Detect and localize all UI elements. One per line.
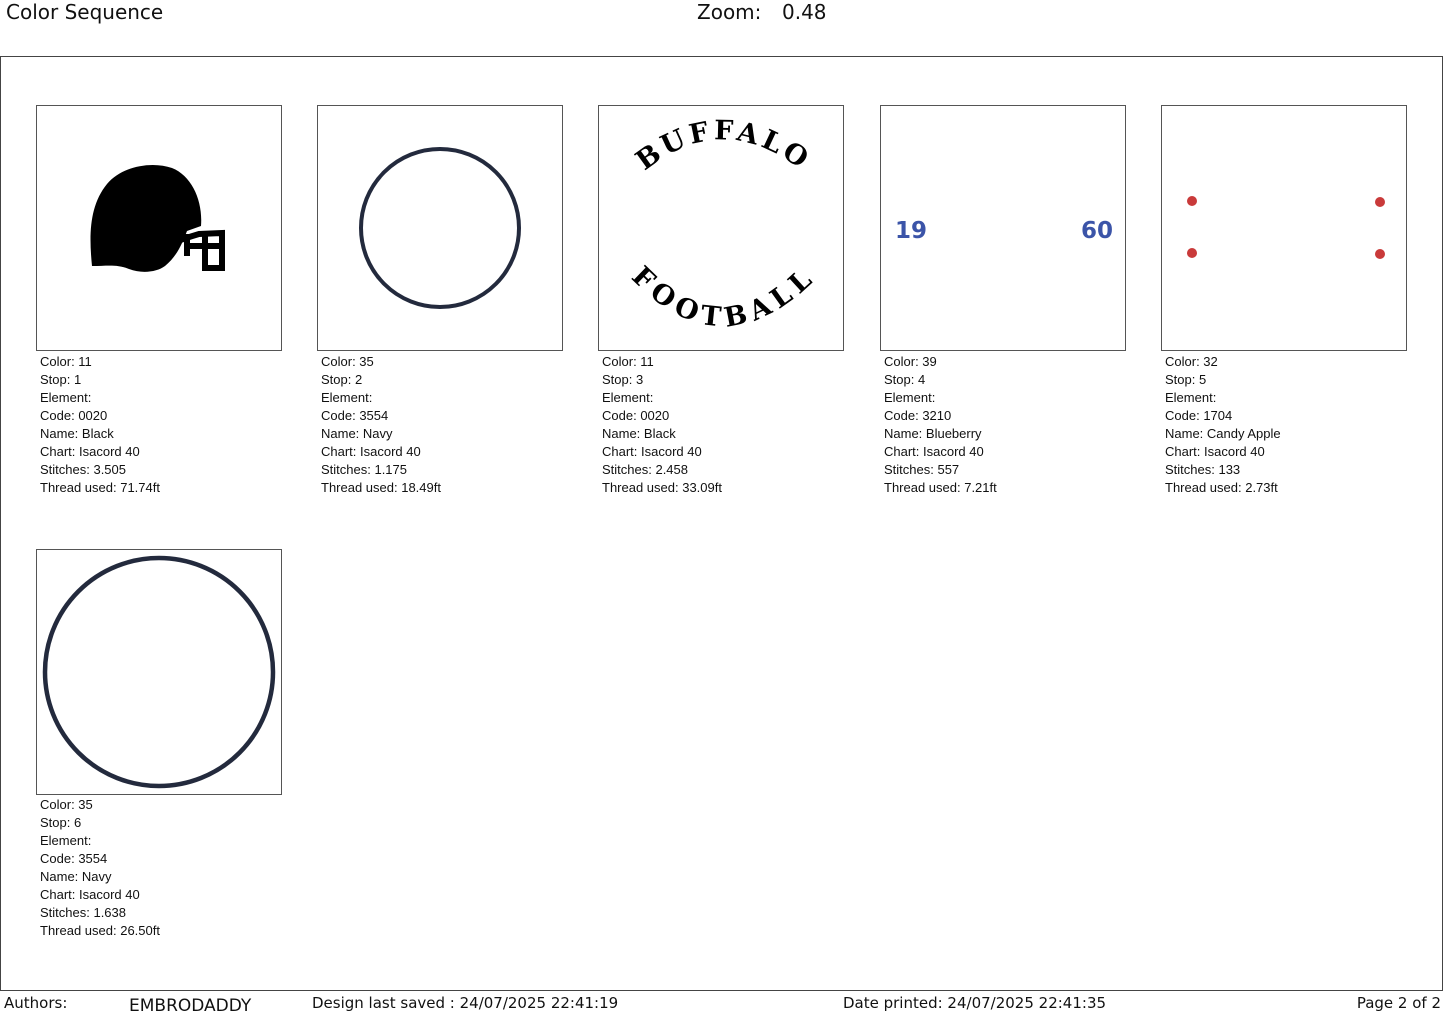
helmet-icon <box>37 106 281 350</box>
stop-1-preview <box>36 105 282 351</box>
arched-bottom-text: FOOTBALL <box>625 260 823 334</box>
arched-top-text: BUFFALO <box>630 115 817 177</box>
stop-6-preview <box>36 549 282 795</box>
stop-4-preview <box>880 105 1126 351</box>
page-title: Color Sequence <box>6 0 164 24</box>
svg-text:BUFFALO <box>630 115 817 176</box>
large-circle-outline <box>37 550 281 794</box>
zoom-label: Zoom: <box>697 0 762 24</box>
authors-label: Authors: <box>4 994 68 1012</box>
svg-text:FOOTBALL <box>626 260 823 334</box>
stop-3-preview <box>598 105 844 351</box>
stop-2-preview <box>317 105 563 351</box>
page-number: Page 2 of 2 <box>1356 994 1441 1012</box>
number-right: 60 <box>1080 218 1113 244</box>
date-printed: Date printed: 24/07/2025 22:41:35 <box>843 994 1107 1012</box>
dots-preview <box>1162 106 1406 350</box>
stop-2-info: Color: 35 Stop: 2 Element: Code: 3554 Name: Navy Chart: Isacord 40 Stitches: 1.175 Thread used: 18.49ft <box>321 354 441 495</box>
small-circle-outline <box>318 106 562 350</box>
numbers-preview <box>881 106 1125 350</box>
stop-3-info: Color: 11 Stop: 3 Element: Code: 0020 Name: Black Chart: Isacord 40 Stitches: 2.458 Thread used: 33.09ft <box>602 354 722 495</box>
authors-value: EMBRODADDY <box>129 996 252 1016</box>
zoom-value: 0.48 <box>782 0 827 24</box>
arched-text-preview <box>599 106 843 350</box>
stop-4-info: Color: 39 Stop: 4 Element: Code: 3210 Name: Blueberry Chart: Isacord 40 Stitches: 557 Thread used: 7.21ft <box>884 354 997 495</box>
stop-1-info: Color: 11 Stop: 1 Element: Code: 0020 Name: Black Chart: Isacord 40 Stitches: 3.505 Thread used: 71.74ft <box>40 354 160 495</box>
stop-5-preview <box>1161 105 1407 351</box>
number-left: 19 <box>895 218 928 244</box>
stop-6-info: Color: 35 Stop: 6 Element: Code: 3554 Name: Navy Chart: Isacord 40 Stitches: 1.638 Thread used: 26.50ft <box>40 797 160 938</box>
stop-5-info: Color: 32 Stop: 5 Element: Code: 1704 Name: Candy Apple Chart: Isacord 40 Stitches: 133 Thread used: 2.73ft <box>1165 354 1281 495</box>
design-last-saved: Design last saved : 24/07/2025 22:41:19 <box>312 994 619 1012</box>
